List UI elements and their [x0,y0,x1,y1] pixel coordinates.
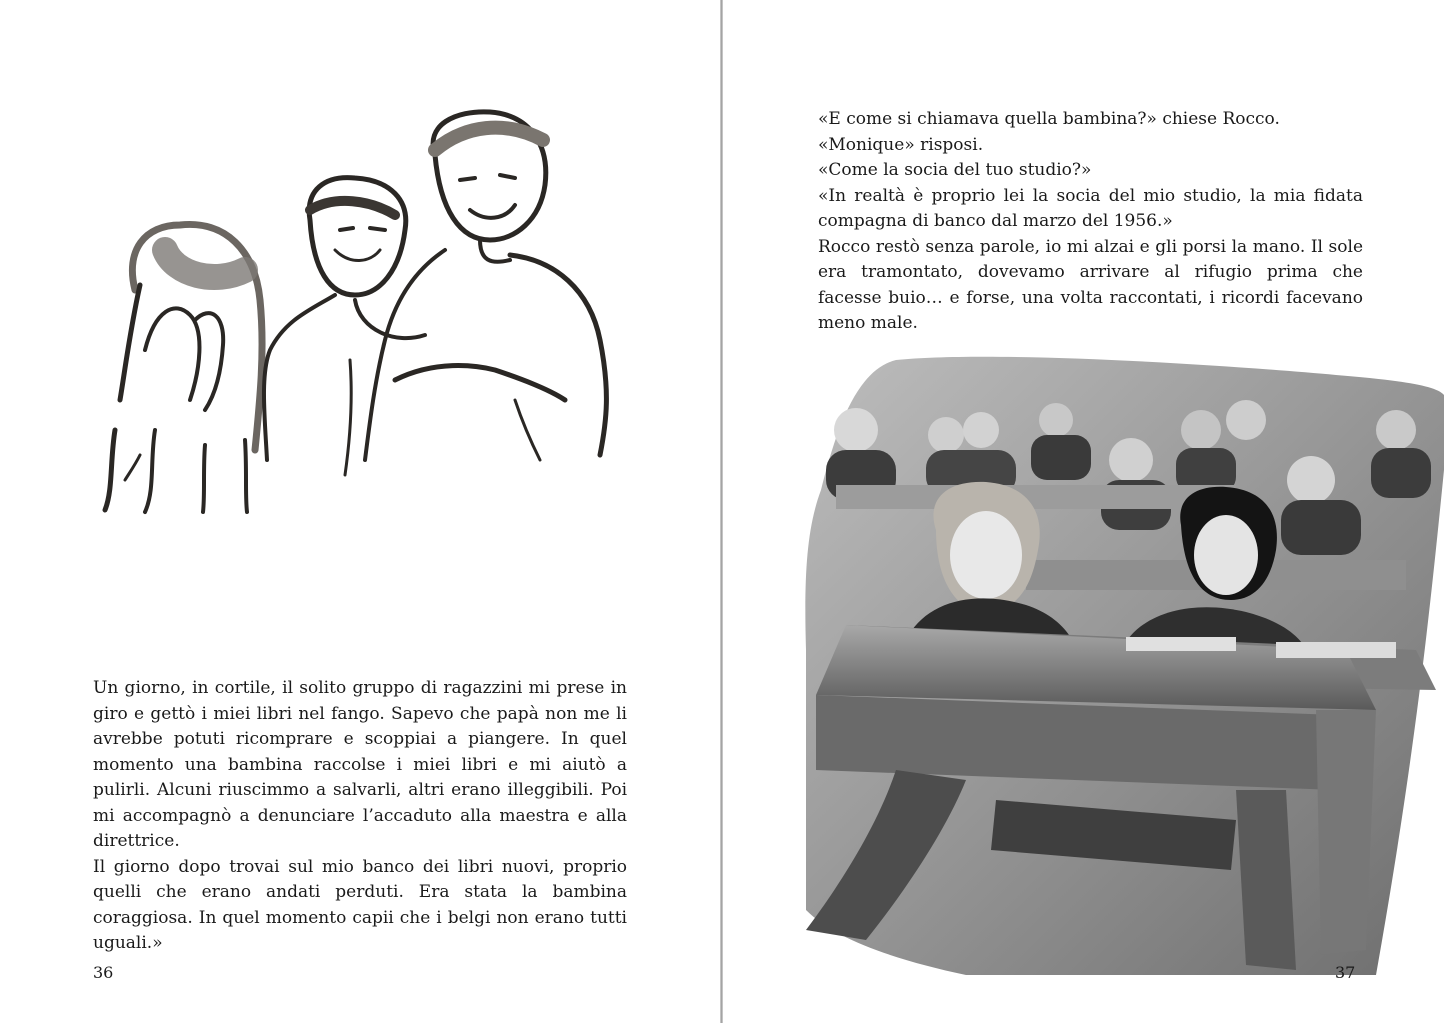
page-number-right: 37 [1335,963,1356,982]
paragraph: «Monique» risposi. [818,134,984,155]
ink-sketch-illustration [95,100,625,520]
paragraph: Il giorno dopo trovai sul mio banco dei libri nuovi, proprio quelli che erano andati perduti. Era stata la bambina coraggiosa. In quel momento capii che i belgi non erano tutti uguali.» [93,856,627,953]
page-number-left: 36 [93,963,114,982]
paragraph: «In realtà è proprio lei la socia del mio studio, la mia fidata compagna di banco dal marzo del 1956.» [818,185,1363,231]
paragraph: Rocco restò senza parole, io mi alzai e gli porsi la mano. Il sole era tramontato, dovevamo arrivare al rifugio prima che facesse buio… e forse, una volta raccontati, i ricordi facevano meno male. [818,236,1363,333]
man-figure [365,112,606,460]
paragraph: Un giorno, in cortile, il solito gruppo di ragazzini mi prese in giro e gettò i miei libri nel fango. Sapevo che papà non me li avrebbe potuti ricomprare e scoppiai a piangere. In quel momento una bambina raccolse i miei libri e mi aiutò a pulirli. Alcuni riuscimmo a salvarli, altri erano illeggibili. Poi mi accompagnò a denunciare l’accaduto alla maestra e alla direttrice. [93,678,627,851]
crying-girl-figure [105,224,262,512]
boy-figure [264,178,425,475]
back-desk [836,485,1236,509]
right-page-text [818,107,1363,337]
right-page [723,0,1445,1023]
paragraph: «Come la socia del tuo studio?» [818,160,1092,180]
left-page [0,0,721,1023]
left-page-text [93,676,627,957]
classroom-photo-illustration [776,350,1445,975]
paragraph: «E come si chiamava quella bambina?» chiese Rocco. [818,109,1280,129]
